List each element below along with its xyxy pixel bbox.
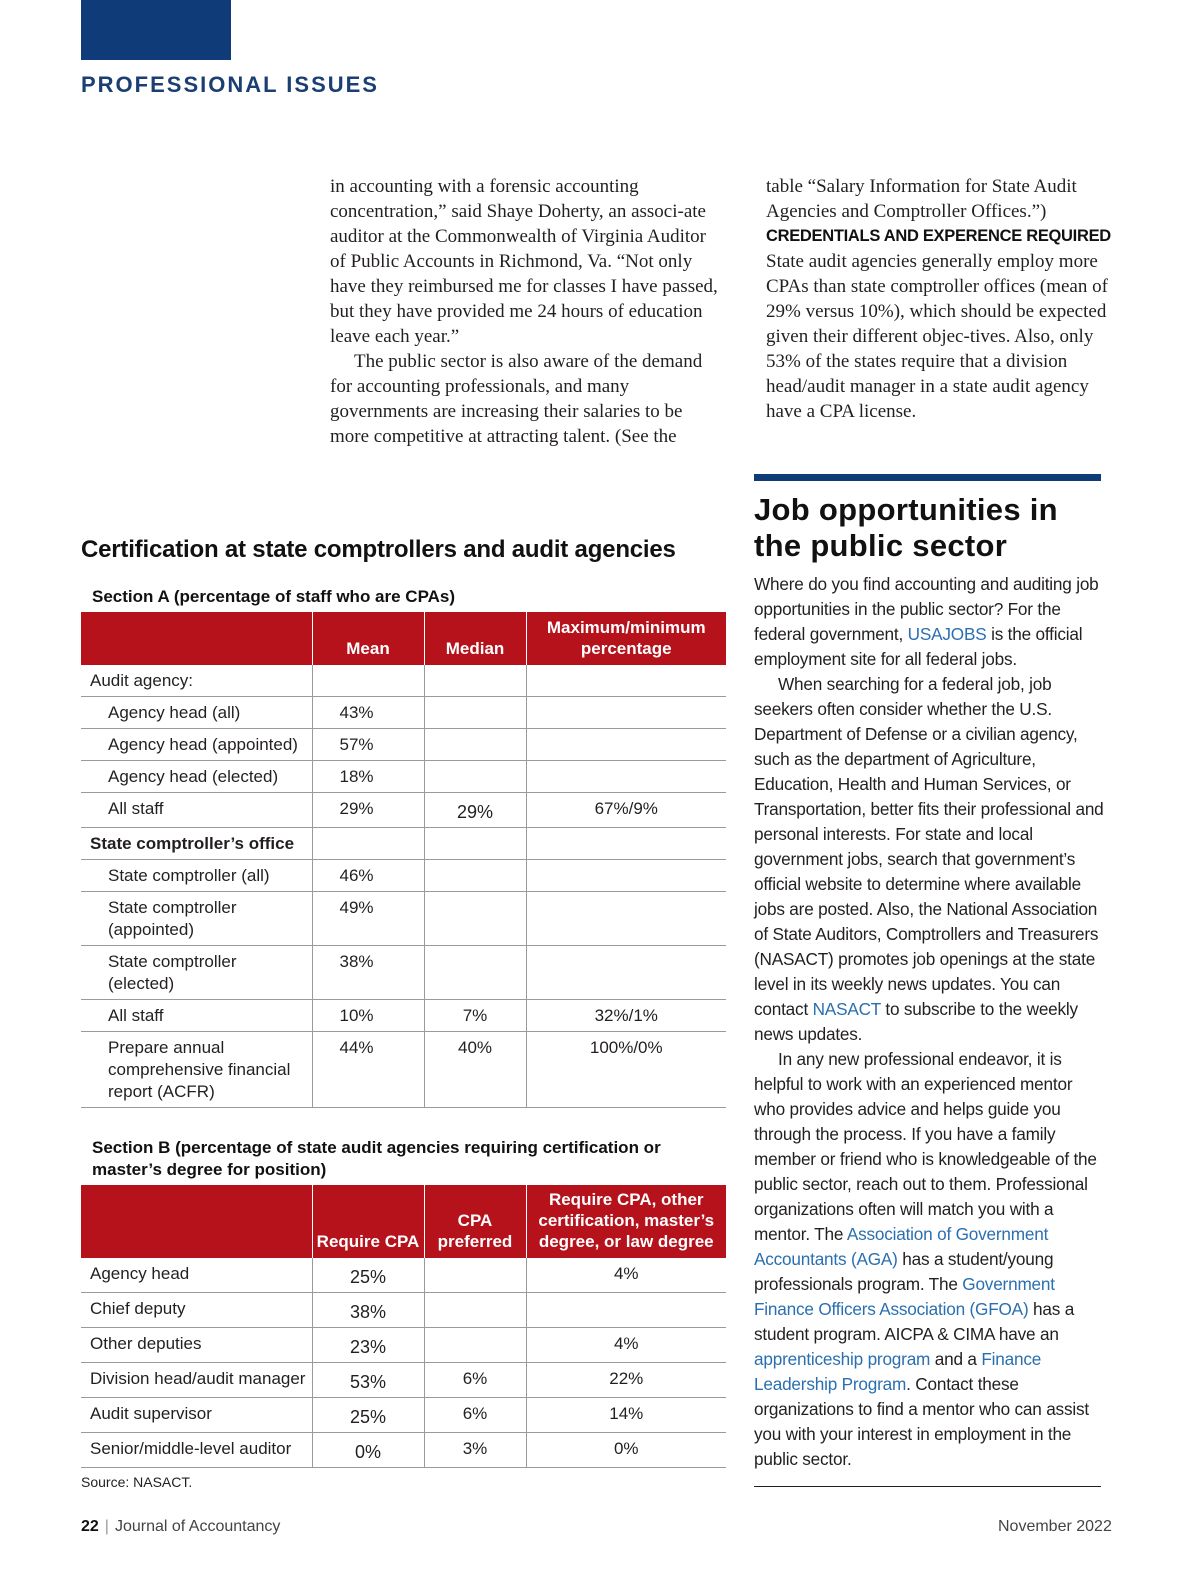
row-label: State comptroller (appointed) (81, 892, 312, 946)
median-cell (424, 946, 526, 1000)
row-label: Audit supervisor (81, 1398, 312, 1433)
row-label: State comptroller (all) (81, 860, 312, 892)
sidebar-paragraph: In any new professional endeavor, it is helpful to work with an experienced mentor who provides advice and helps guide you through the process. If you have a family member or friend who is knowledgeable of the public sector, reach out to them. Professional organizations often will match you with a mentor. The Association of Government Accountants (AGA) has a student/young professionals program. The Government Finance Officers Association (GFOA) has a student program. AICPA & CIMA have an apprenticeship program and a Finance Leadership Program. Contact these organizations to find a mentor who can assist you with your interest in employment in the public sector. (754, 1049, 1097, 1469)
section-a-label: Section A (percentage of staff who are CPAs) (92, 587, 456, 606)
median-cell: 40% (424, 1032, 526, 1108)
median-cell: 29% (424, 793, 526, 828)
row-label: Agency head (all) (81, 697, 312, 729)
article-column-middle (330, 174, 720, 449)
table-row (81, 1293, 726, 1328)
table-row (81, 860, 726, 892)
mean-cell: 46% (312, 860, 424, 892)
header-color-block (81, 0, 231, 60)
other-cert-cell: 22% (526, 1363, 726, 1398)
sidebar-top-rule (754, 474, 1101, 481)
table-row (81, 1328, 726, 1363)
section-a-table (81, 612, 726, 1108)
median-cell (424, 665, 526, 697)
row-label: Agency head (appointed) (81, 729, 312, 761)
require-cpa-cell: 25% (312, 1258, 424, 1293)
table-row (81, 729, 726, 761)
article-paragraph: table “Salary Information for State Audit Agencies and Comptroller Offices.”) (766, 176, 1077, 222)
row-label: All staff (81, 793, 312, 828)
mean-cell: 10% (312, 1000, 424, 1032)
mean-cell: 49% (312, 892, 424, 946)
article-subheading: CREDENTIALS AND EXPERENCE REQUIRED (766, 227, 1111, 245)
table-row (81, 1433, 726, 1468)
table-row (81, 828, 726, 860)
maxmin-cell (526, 697, 726, 729)
nasact-link[interactable]: NASACT (812, 999, 881, 1019)
require-cpa-cell: 0% (312, 1433, 424, 1468)
row-label: All staff (81, 1000, 312, 1032)
row-label: Other deputies (81, 1328, 312, 1363)
maxmin-cell (526, 860, 726, 892)
table-row (81, 697, 726, 729)
mean-cell: 38% (312, 946, 424, 1000)
table-header: Maximum/minimum percentage (526, 612, 726, 665)
row-label: State comptroller (elected) (81, 946, 312, 1000)
sidebar-body (754, 572, 1104, 1472)
article-column-right (766, 174, 1116, 424)
table-row (81, 1363, 726, 1398)
maxmin-cell (526, 729, 726, 761)
table-header: Require CPA (312, 1185, 424, 1258)
row-label: Prepare annual comprehensive financial report (ACFR) (81, 1032, 312, 1108)
sidebar-paragraph: Where do you find accounting and auditing job opportunities in the public sector? For the federal government, USAJOBS is the official employment site for all federal jobs. (754, 574, 1099, 669)
mean-cell: 29% (312, 793, 424, 828)
cpa-preferred-cell (424, 1328, 526, 1363)
other-cert-cell: 4% (526, 1328, 726, 1363)
table-header (81, 612, 312, 665)
section-b-table (81, 1185, 726, 1468)
other-cert-cell: 4% (526, 1258, 726, 1293)
mean-cell (312, 828, 424, 860)
median-cell (424, 860, 526, 892)
require-cpa-cell: 23% (312, 1328, 424, 1363)
gfoa-link[interactable]: Government Finance Officers Association (GFOA) (754, 1274, 1055, 1319)
article-paragraph: The public sector is also aware of the demand for accounting professionals, and many governments are increasing their salaries to be more competitive at attracting talent. (See the (330, 351, 703, 447)
row-label: Division head/audit manager (81, 1363, 312, 1398)
mean-cell: 44% (312, 1032, 424, 1108)
article-paragraph: in accounting with a forensic accounting concentration,” said Shaye Doherty, an associ-ate auditor at the Commonwealth of Virginia Auditor of Public Accounts in Richmond, Va. “Not only have they reimbursed me for classes I have passed, but they have provided me 24 hours of education leave each year.” (330, 176, 718, 347)
cpa-preferred-cell: 6% (424, 1398, 526, 1433)
maxmin-cell (526, 761, 726, 793)
sidebar-bottom-rule (754, 1486, 1101, 1487)
table-header: Median (424, 612, 526, 665)
table-header (81, 1185, 312, 1258)
usajobs-link[interactable]: USAJOBS (907, 624, 987, 644)
sidebar-paragraph: When searching for a federal job, job seekers often consider whether the U.S. Department of Defense or a civilian agency, such as the department of Agriculture, Education, Health and Human Services, or Transportation, better fits their professional and personal interests. For state and local government jobs, search that government’s official website to determine where available jobs are posted. Also, the National Association of State Auditors, Comptrollers and Treasurers (NASACT) promotes job openings at the state level in its weekly news updates. You can contact NASACT to subscribe to the weekly news updates. (754, 674, 1104, 1044)
row-label: Agency head (81, 1258, 312, 1293)
table-title: Certification at state comptrollers and audit agencies (81, 536, 676, 563)
cpa-preferred-cell: 6% (424, 1363, 526, 1398)
section-b-label: Section B (percentage of state audit agencies requiring certification or master’s degree for position) (92, 1138, 661, 1179)
maxmin-cell (526, 946, 726, 1000)
maxmin-cell (526, 892, 726, 946)
row-label: Senior/middle-level auditor (81, 1433, 312, 1468)
median-cell: 7% (424, 1000, 526, 1032)
sidebar-title: Job opportunities in the public sector (754, 492, 1058, 563)
mean-cell (312, 665, 424, 697)
other-cert-cell: 14% (526, 1398, 726, 1433)
row-label: Agency head (elected) (81, 761, 312, 793)
table-row (81, 793, 726, 828)
page-number: 22 (81, 1518, 99, 1535)
median-cell (424, 729, 526, 761)
mean-cell: 18% (312, 761, 424, 793)
row-label: State comptroller’s office (81, 828, 312, 860)
median-cell (424, 828, 526, 860)
table-header: Mean (312, 612, 424, 665)
table-row (81, 946, 726, 1000)
table-row (81, 665, 726, 697)
median-cell (424, 892, 526, 946)
median-cell (424, 761, 526, 793)
table-header: Require CPA, other certification, master’s degree, or law degree (526, 1185, 726, 1258)
median-cell (424, 697, 526, 729)
require-cpa-cell: 25% (312, 1398, 424, 1433)
other-cert-cell (526, 1293, 726, 1328)
article-paragraph: State audit agencies generally employ more CPAs than state comptroller offices (mean of 29% versus 10%), which should be expected given their different objec-tives. Also, only 53% of the states require that a division head/audit manager in a state audit agency have a CPA license. (766, 251, 1108, 422)
row-label: Audit agency: (81, 665, 312, 697)
require-cpa-cell: 38% (312, 1293, 424, 1328)
table-header: CPA preferred (424, 1185, 526, 1258)
table-row (81, 1000, 726, 1032)
footer-left (81, 1518, 280, 1536)
mean-cell: 43% (312, 697, 424, 729)
cpa-preferred-cell (424, 1293, 526, 1328)
journal-name: Journal of Accountancy (114, 1518, 281, 1535)
cpa-preferred-cell: 3% (424, 1433, 526, 1468)
table-row (81, 761, 726, 793)
maxmin-cell (526, 828, 726, 860)
table-row (81, 892, 726, 946)
table-row (81, 1032, 726, 1108)
row-label: Chief deputy (81, 1293, 312, 1328)
section-label: PROFESSIONAL ISSUES (81, 72, 379, 97)
aga-link[interactable]: Association of Government Accountants (AGA) (754, 1224, 1049, 1269)
maxmin-cell (526, 665, 726, 697)
table-row (81, 1398, 726, 1433)
require-cpa-cell: 53% (312, 1363, 424, 1398)
table-source: Source: NASACT. (81, 1474, 193, 1490)
maxmin-cell: 32%/1% (526, 1000, 726, 1032)
issue-date: November 2022 (998, 1518, 1112, 1535)
maxmin-cell: 67%/9% (526, 793, 726, 828)
table-row (81, 1258, 726, 1293)
apprenticeship-link[interactable]: apprenticeship program (754, 1349, 931, 1369)
footer-separator: | (104, 1518, 109, 1535)
cpa-preferred-cell (424, 1258, 526, 1293)
maxmin-cell: 100%/0% (526, 1032, 726, 1108)
finance-leadership-link[interactable]: Finance Leadership Program (754, 1349, 1042, 1394)
mean-cell: 57% (312, 729, 424, 761)
other-cert-cell: 0% (526, 1433, 726, 1468)
